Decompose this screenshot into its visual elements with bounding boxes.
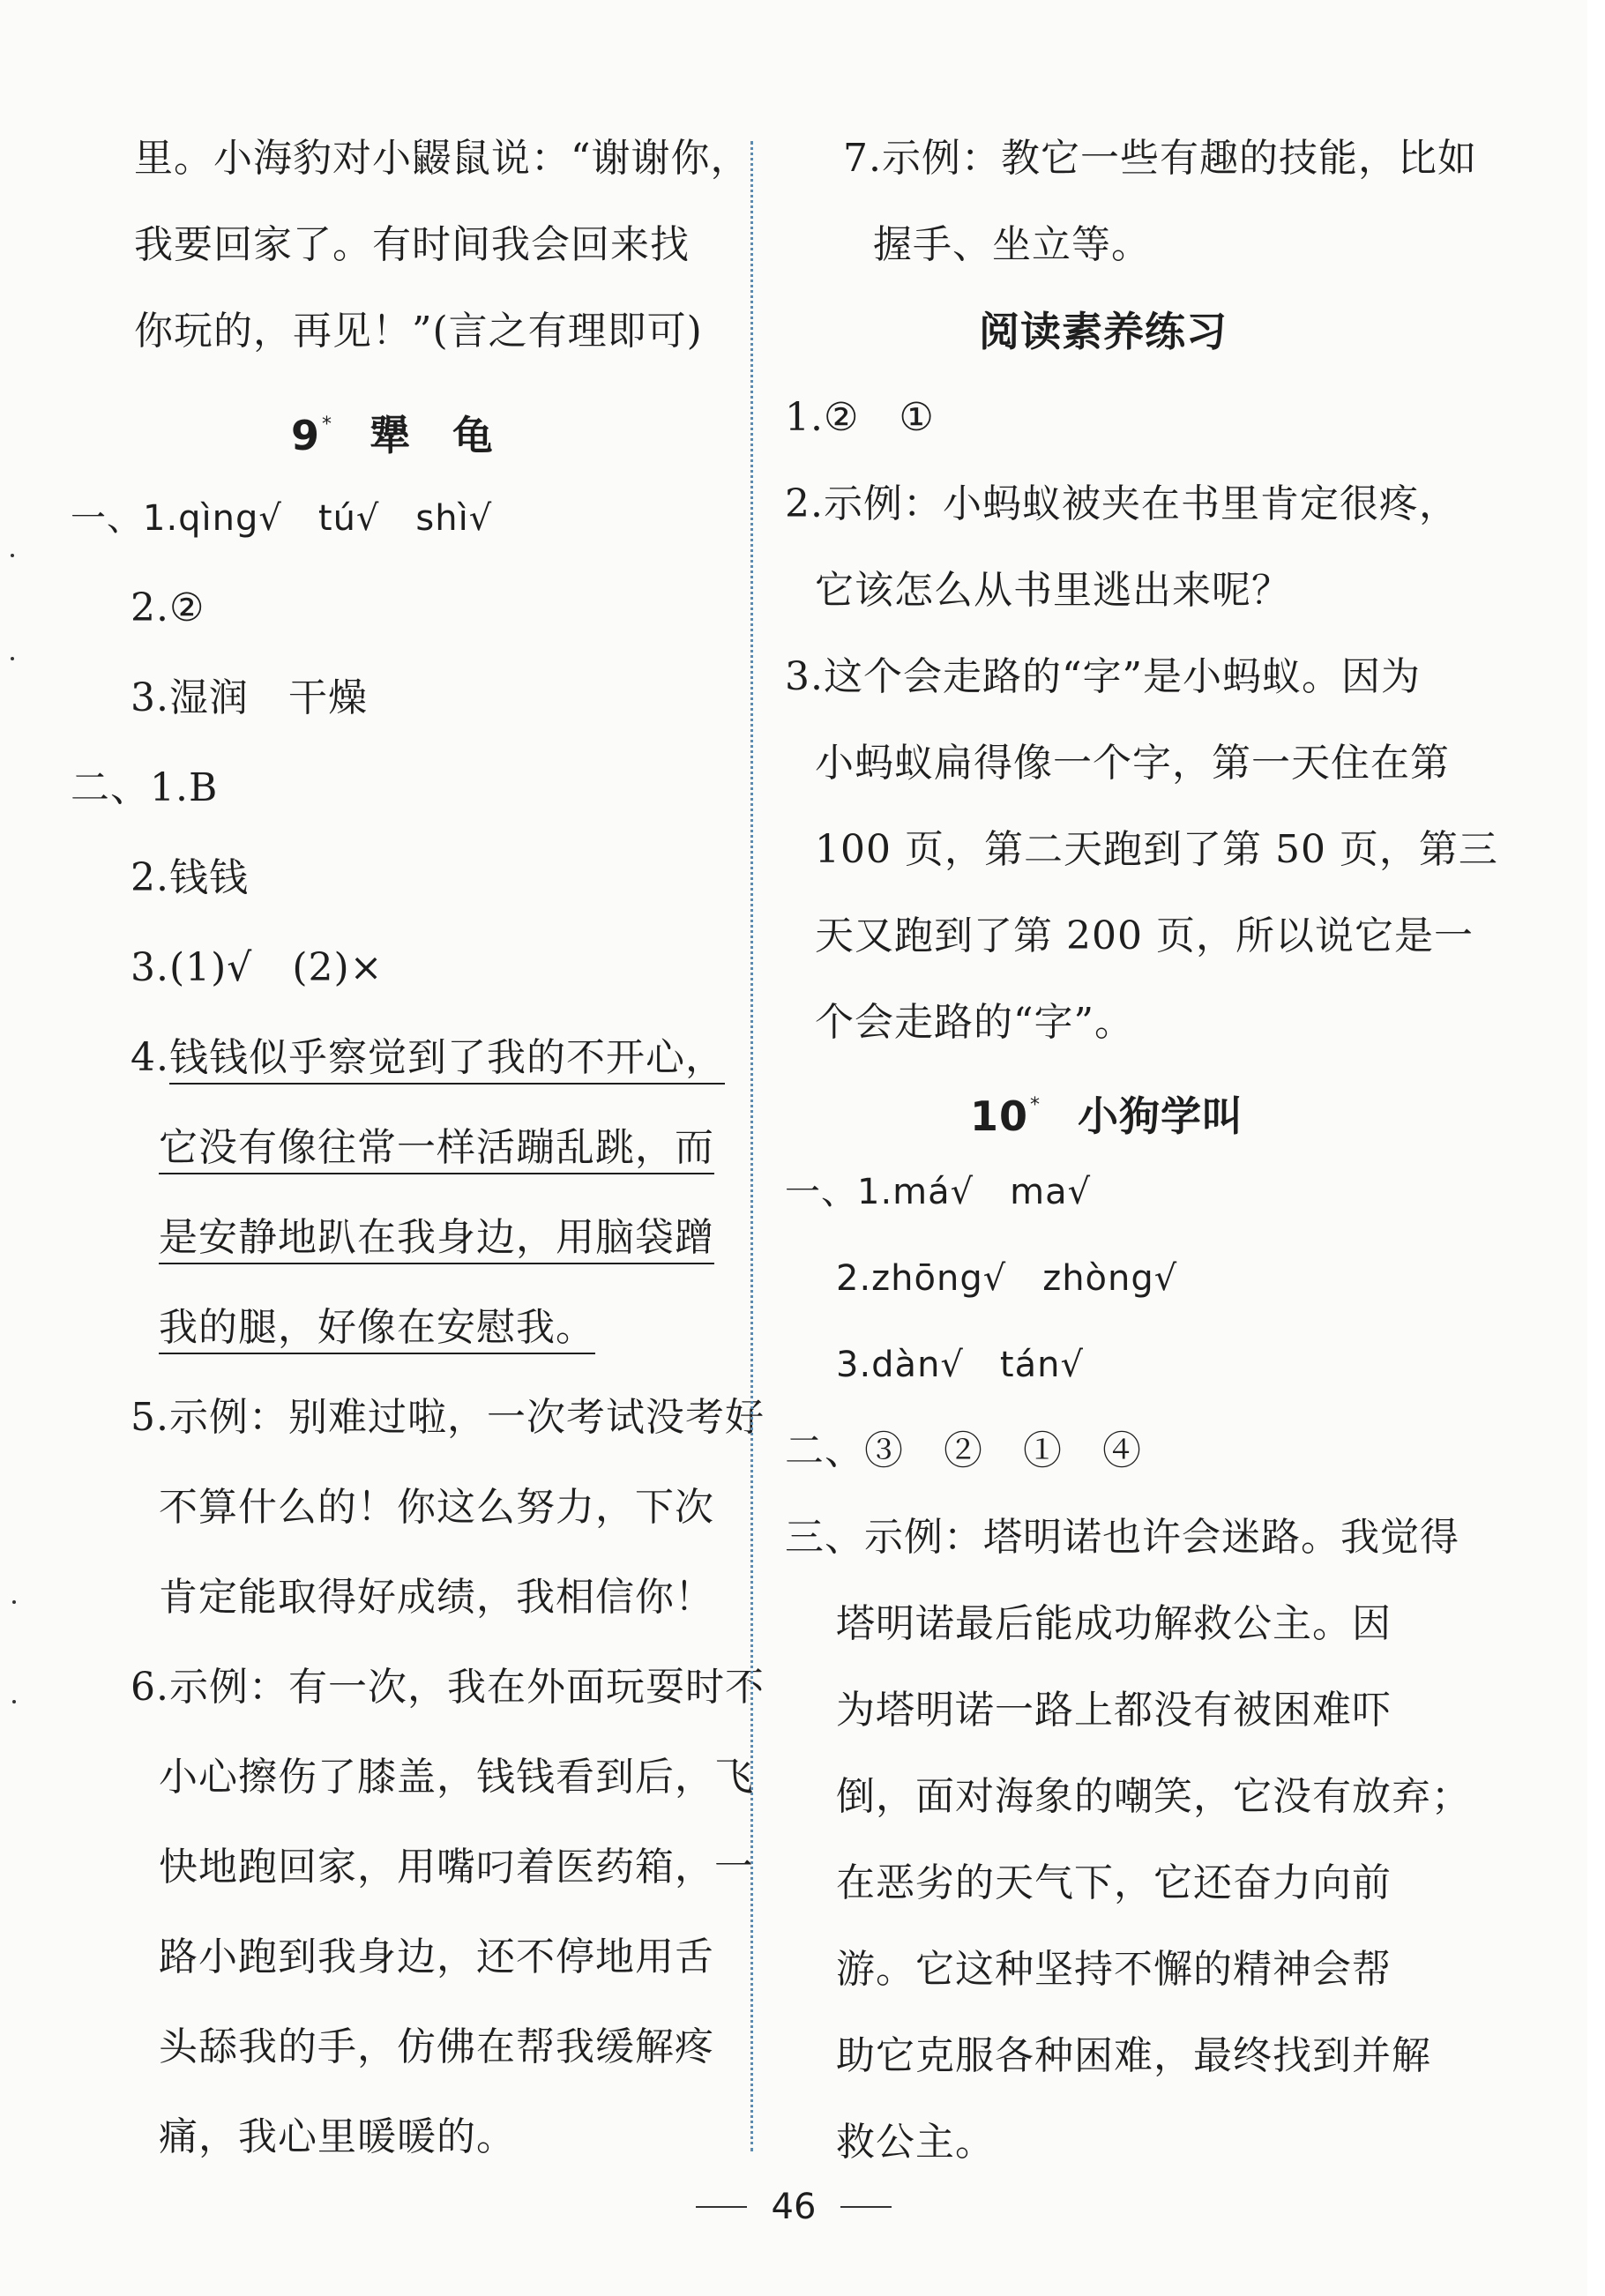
footer-dash	[696, 2206, 747, 2208]
answer-line: 三、示例：塔明诺也许会迷路。我觉得	[785, 1515, 1459, 1560]
answer-line: 握手、坐立等。	[873, 222, 1151, 267]
answer-line: 100 页，第二天跑到了第 50 页，第三	[815, 827, 1498, 872]
underlined-quote: 是安静地趴在我身边，用脑袋蹭	[159, 1215, 714, 1260]
answer-line: 一、1.má√ ma√	[785, 1172, 1092, 1212]
item-number: 4.	[131, 1035, 169, 1080]
optional-star: *	[1030, 1094, 1041, 1116]
lesson-number: 10	[970, 1092, 1029, 1140]
answer-line: 2.示例：小蚂蚁被夹在书里肯定很疼，	[785, 481, 1459, 526]
answer-line: 快地跑回家，用嘴叼着医药箱，一	[159, 1845, 754, 1890]
answer-line: 救公主。	[836, 2120, 995, 2165]
page-footer	[0, 2187, 1587, 2248]
lesson-10-heading	[970, 1079, 1244, 1140]
scan-speck	[12, 1700, 16, 1703]
lesson-title: 小狗学叫	[1078, 1092, 1244, 1140]
answer-line: 3.dàn√ tán√	[836, 1345, 1084, 1385]
lesson-number: 9	[291, 412, 321, 459]
lesson-title: 犟 龟	[370, 412, 495, 459]
footer-dash	[840, 2206, 892, 2208]
scan-speck	[12, 1600, 16, 1604]
scan-speck	[11, 554, 14, 557]
answer-line: 3.(1)√ (2)×	[131, 945, 384, 990]
text-line: 里。小海豹对小鼹鼠说：“谢谢你，	[134, 136, 750, 181]
answer-line: 路小跑到我身边，还不停地用舌	[159, 1934, 714, 1979]
answer-line: 塔明诺最后能成功解救公主。因	[836, 1601, 1392, 1646]
answer-line: 倒，面对海象的嘲笑，它没有放弃；	[836, 1774, 1471, 1819]
answer-line: 肯定能取得好成绩，我相信你！	[159, 1575, 714, 1620]
answer-line: 6.示例：有一次，我在外面玩耍时不	[131, 1665, 765, 1710]
answer-line: 它该怎么从书里逃出来呢？	[815, 568, 1291, 613]
answer-line	[131, 1032, 725, 1085]
answer-line: 小心擦伤了膝盖，钱钱看到后，飞	[159, 1755, 754, 1800]
answer-line: 为塔明诺一路上都没有被困难吓	[836, 1688, 1392, 1733]
underlined-quote: 我的腿，好像在安慰我。	[159, 1305, 595, 1350]
lesson-9-heading	[291, 399, 495, 459]
answer-line: 游。它这种坚持不懈的精神会帮	[836, 1947, 1392, 1992]
answer-line: 2.钱钱	[131, 855, 249, 900]
page-number: 46	[771, 2187, 817, 2227]
answer-line: 二、1.B	[71, 765, 219, 810]
section-heading: 阅读素养练习	[979, 308, 1228, 355]
answer-line: 5.示例：别难过啦，一次考试没考好	[131, 1395, 765, 1440]
underlined-quote: 它没有像往常一样活蹦乱跳，而	[159, 1125, 714, 1170]
scan-speck	[11, 657, 14, 660]
answer-line: 不算什么的！你这么努力，下次	[159, 1485, 714, 1530]
answer-line: 7.示例：教它一些有趣的技能，比如	[843, 136, 1477, 181]
text-line: 我要回家了。有时间我会回来找	[134, 222, 690, 267]
answer-line: 在恶劣的天气下，它还奋力向前	[836, 1860, 1392, 1905]
answer-line: 2.②	[131, 585, 205, 630]
column-divider	[750, 141, 753, 2151]
answer-line: 3.湿润 干燥	[131, 675, 368, 720]
answer-line: 一、1.qìng√ tú√ shì√	[71, 498, 493, 539]
answer-line: 2.zhōng√ zhòng√	[836, 1258, 1178, 1299]
underlined-quote: 钱钱似乎察觉到了我的不开心，	[168, 1035, 725, 1080]
answer-line: 头舔我的手，仿佛在帮我缓解疼	[159, 2024, 714, 2069]
answer-line: 小蚂蚁扁得像一个字，第一天住在第	[815, 741, 1450, 786]
answer-line: 助它克服各种困难，最终找到并解	[836, 2033, 1431, 2078]
answer-line: 3.这个会走路的“字”是小蚂蚁。因为	[785, 654, 1421, 699]
text-line: 你玩的，再见！”(言之有理即可)	[134, 309, 703, 354]
answer-line: 个会走路的“字”。	[815, 1000, 1134, 1045]
answer-line: 痛，我心里暖暖的。	[159, 2114, 516, 2159]
answer-line: 1.② ①	[785, 395, 935, 440]
optional-star: *	[322, 414, 333, 436]
answer-line: 天又跑到了第 200 页，所以说它是一	[815, 913, 1474, 958]
answer-line: 二、③ ② ① ④	[785, 1428, 1142, 1473]
